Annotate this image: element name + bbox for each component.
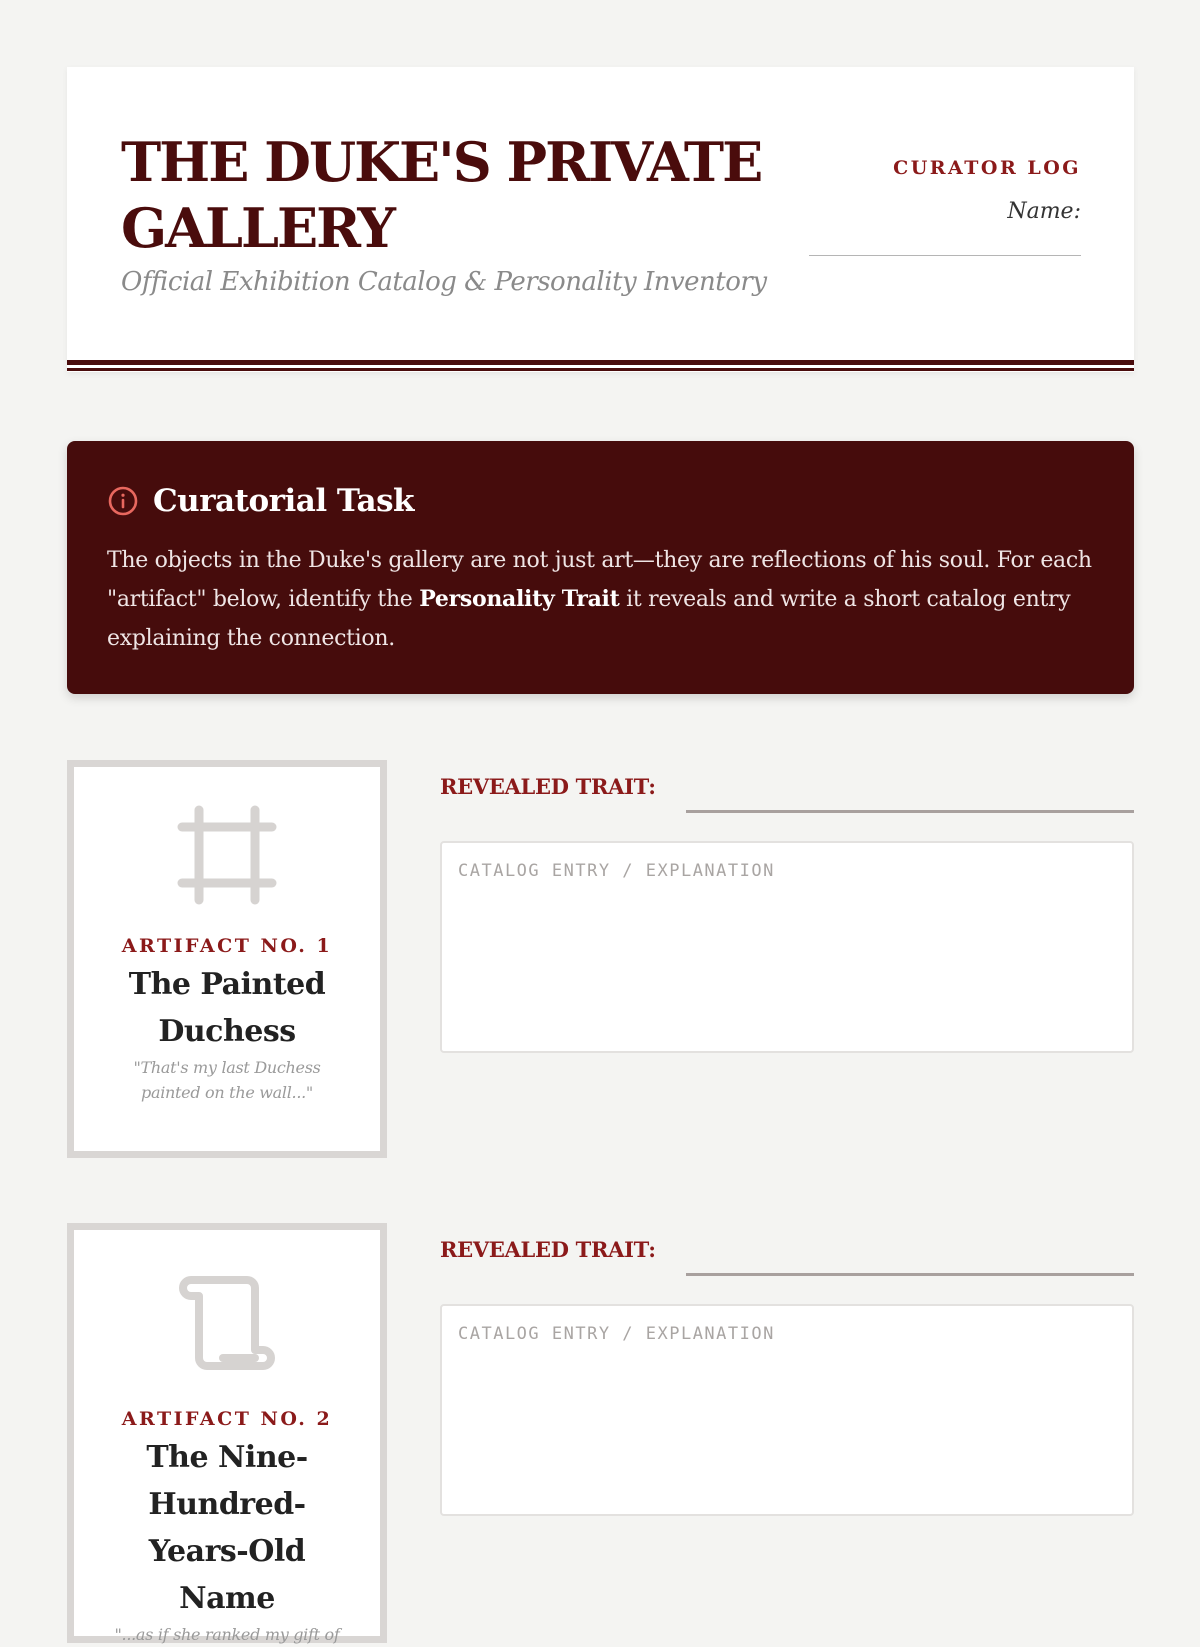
page-subtitle: Official Exhibition Catalog & Personality Inventory (121, 267, 767, 297)
name-input-line[interactable] (809, 255, 1081, 256)
curatorial-task-box (67, 441, 1134, 694)
revealed-trait-label-1: REVEALED TRAIT: (440, 774, 656, 799)
page-title: THE DUKE'S PRIVATE GALLERY (121, 130, 762, 260)
artifact-quote-2: "...as if she ranked my gift of (114, 1625, 340, 1644)
task-heading (107, 483, 414, 519)
scroll-icon (177, 1274, 277, 1374)
catalog-entry-textarea-1[interactable] (440, 841, 1134, 1053)
name-label: Name: (1007, 199, 1081, 224)
info-icon (107, 485, 139, 517)
artifact-frame-1 (67, 760, 387, 1158)
task-title: Curatorial Task (153, 483, 415, 519)
curator-log-label: CURATOR LOG (893, 157, 1081, 179)
task-instructions (107, 541, 1097, 658)
header-card (67, 67, 1134, 372)
revealed-trait-label-2: REVEALED TRAIT: (440, 1237, 656, 1262)
revealed-trait-input-1[interactable] (686, 810, 1134, 813)
task-body-part2: it reveals and write a short catalog entry explaining the connection. (107, 587, 1071, 651)
artifact-frame-2 (67, 1223, 387, 1643)
header-rule-thin (67, 368, 1134, 371)
catalog-entry-placeholder-1: CATALOG ENTRY / EXPLANATION (458, 861, 775, 881)
task-body-part1: The objects in the Duke's gallery are not just art—they are reflections of his soul. For each "artifact" below, identify the (107, 548, 1092, 612)
artifact-number-2: ARTIFACT NO. 2 (121, 1408, 333, 1430)
artifact-name-1: The Painted Duchess (128, 967, 326, 1049)
header-rule-thick (67, 360, 1134, 365)
artifact-quote-1: "That's my last Duchess painted on the wall..." (133, 1058, 321, 1102)
artifact-name-2: The Nine-Hundred-Years-Old Name (146, 1440, 308, 1616)
artifact-number-1: ARTIFACT NO. 1 (121, 935, 333, 957)
crop-frame-icon (177, 805, 277, 905)
catalog-entry-textarea-2[interactable] (440, 1304, 1134, 1516)
catalog-entry-placeholder-2: CATALOG ENTRY / EXPLANATION (458, 1324, 775, 1344)
revealed-trait-input-2[interactable] (686, 1273, 1134, 1276)
task-body-bold: Personality Trait (419, 586, 620, 612)
